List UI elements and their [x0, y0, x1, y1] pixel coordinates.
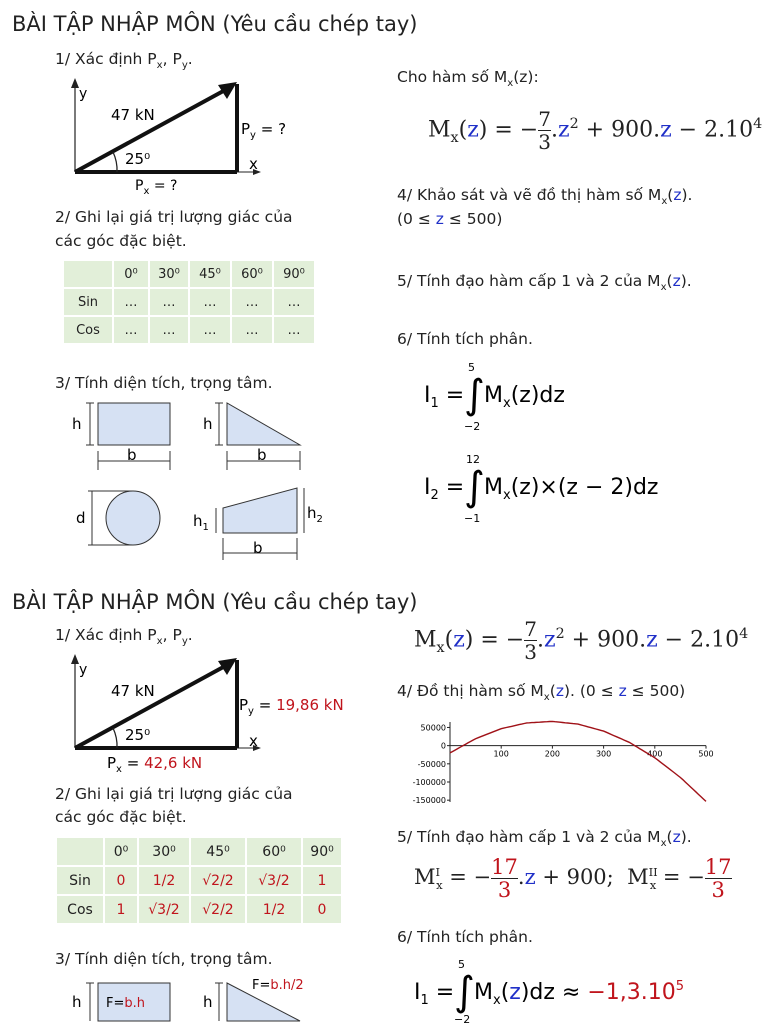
svg-text:y: y: [79, 662, 88, 678]
svg-text:Mx(z)×(z − 2)dz: $M_x(z)\times(z - 2)dz$: [484, 475, 659, 503]
p1-q2-line2: các góc đặc biệt.: [55, 232, 187, 250]
p2-q6: 6/ Tính tích phân.: [397, 928, 533, 946]
p1-integral-2: [420, 450, 700, 525]
p1-x-label: x: [249, 155, 258, 173]
p2-q1: 1/ Xác định $P_x$, $P_y$.: [55, 626, 193, 648]
y-tick-label: -100000: [412, 778, 446, 787]
p2-q4: 4/ Đồ thị hàm số $M_x(z)$. (0 ≤ z ≤ 500): [397, 682, 686, 704]
svg-text:h: h: [203, 993, 213, 1011]
p1-formula: $M_x(z)$ = − $\frac{7}{3}$ $.z^2 + 900.z - 2.10^4$: [428, 107, 763, 154]
mx-chart: [398, 716, 716, 808]
p2-q2-line1: 2/ Ghi lại giá trị lượng giác của: [55, 785, 293, 803]
p2-integral-1: [410, 955, 700, 1024]
p2-shapes: [60, 975, 320, 1024]
x-tick-label: 400: [647, 749, 663, 759]
svg-text:Mx(z)dz: $M_x(z)dz$: [484, 383, 565, 411]
page2-title: BÀI TẬP NHẬP MÔN (Yêu cầu chép tay): [12, 590, 418, 614]
svg-text:h: h: [203, 415, 213, 433]
svg-text:5: 5: [468, 361, 475, 374]
p2-q3: 3/ Tính diện tích, trọng tâm.: [55, 950, 273, 968]
p2-q2-line2: các góc đặc biệt.: [55, 808, 187, 826]
svg-text:h: h: [72, 993, 82, 1011]
svg-text:x: x: [249, 732, 258, 750]
page1-title: BÀI TẬP NHẬP MÔN (Yêu cầu chép tay): [12, 12, 418, 36]
p1-angle-label: 25⁰: [125, 150, 151, 168]
p2-formula: $M_x(z)$ = − $\frac{7}{3}$ $.z^2 + 900.z - 2.10^4$: [414, 617, 749, 664]
svg-text:25⁰: 25⁰: [125, 726, 151, 744]
svg-text:I2 =: $I_2$ =: [424, 475, 465, 503]
svg-text:47 kN: 47 kN: [111, 682, 155, 700]
p2-trig-table: 0⁰ 30⁰ 45⁰ 60⁰ 90⁰ Sin 0 1/2 √2/2 √3/2 1 Cos 1 √3/2 √2/2 1/2 0: [55, 836, 343, 925]
svg-text:Mx(z)dz ≈ −1,3.105: $M_x(z)dz \approx -1,3.10^5$: [474, 979, 685, 1008]
svg-text:b: b: [253, 539, 263, 557]
y-tick-label: -50000: [417, 759, 446, 769]
svg-text:b: b: [127, 446, 137, 464]
svg-text:∫: ∫: [464, 464, 485, 510]
svg-text:5: 5: [458, 958, 465, 971]
svg-text:−1: −1: [464, 512, 481, 525]
svg-text:h1: $h_1$: [193, 512, 209, 533]
y-tick-label: 0: [440, 741, 446, 751]
svg-text:h2: $h_2$: [307, 504, 323, 525]
p1-q1: 1/ Xác định $P_x$, $P_y$.: [55, 50, 193, 72]
p1-integral-1: [420, 358, 620, 433]
y-tick-label: -150000: [412, 796, 446, 806]
svg-text:Px = ?: $P_x$ = ?: [135, 178, 178, 197]
p2-q5: 5/ Tính đạo hàm cấp 1 và 2 của $M_x(z)$.: [397, 828, 692, 850]
x-tick-label: 300: [595, 749, 612, 759]
p1-force-diagram: [55, 72, 315, 197]
series-line: [450, 721, 706, 801]
p1-q2-line1: 2/ Ghi lại giá trị lượng giác của: [55, 208, 293, 226]
svg-text:F=b.h/2: F=b.h/2: [252, 978, 304, 993]
svg-text:F=b.h: F=b.h: [106, 996, 145, 1011]
svg-text:d: d: [76, 509, 86, 527]
svg-text:12: 12: [466, 453, 480, 466]
svg-text:Py = 19,86 kN: $P_y = 19,86$ kN: [239, 696, 344, 717]
svg-text:−2: −2: [464, 420, 481, 433]
p2-force-diagram: [55, 648, 375, 776]
p2-derivatives: $M^I_x$ = − $\frac{17}{3}$ .z + 900; $M^{II}_x$ = − $\frac{17}{3}$: [414, 855, 732, 902]
p1-q3: 3/ Tính diện tích, trọng tâm.: [55, 374, 273, 392]
p1-q5: 5/ Tính đạo hàm cấp 1 và 2 của $M_x(z)$.: [397, 272, 692, 294]
p1-trig-table: 0⁰ 30⁰ 45⁰ 60⁰ 90⁰ Sin … … … … … Cos … … … … …: [62, 259, 316, 345]
p1-q4-line1: 4/ Khảo sát và vẽ đồ thị hàm số $M_x(z)$.: [397, 186, 693, 208]
p1-q6: 6/ Tính tích phân.: [397, 330, 533, 348]
svg-text:∫: ∫: [454, 969, 475, 1015]
svg-text:h: h: [72, 415, 82, 433]
svg-text:Py = ?: $P_y$ = ?: [241, 120, 287, 141]
svg-text:∫: ∫: [464, 372, 485, 418]
x-tick-label: 100: [493, 749, 509, 759]
y-tick-label: 50000: [420, 723, 446, 733]
p1-intro: Cho hàm số $M_x(z)$:: [397, 68, 539, 90]
svg-text:I1 =: $I_1$ =: [414, 980, 455, 1008]
p1-y-label: y: [79, 86, 88, 102]
x-tick-label: 500: [698, 749, 714, 759]
svg-text:−2: −2: [454, 1013, 471, 1024]
p1-force-label: 47 kN: [111, 106, 155, 124]
svg-text:b: b: [257, 446, 267, 464]
svg-text:Px = 42,6 kN: $P_x = 42,6$ kN: [107, 754, 203, 775]
x-tick-label: 200: [544, 749, 561, 759]
p1-q4-line2: (0 ≤ z ≤ 500): [397, 210, 503, 228]
svg-text:I1 =: $I_1$ =: [424, 383, 465, 411]
p1-shapes: [60, 398, 340, 568]
